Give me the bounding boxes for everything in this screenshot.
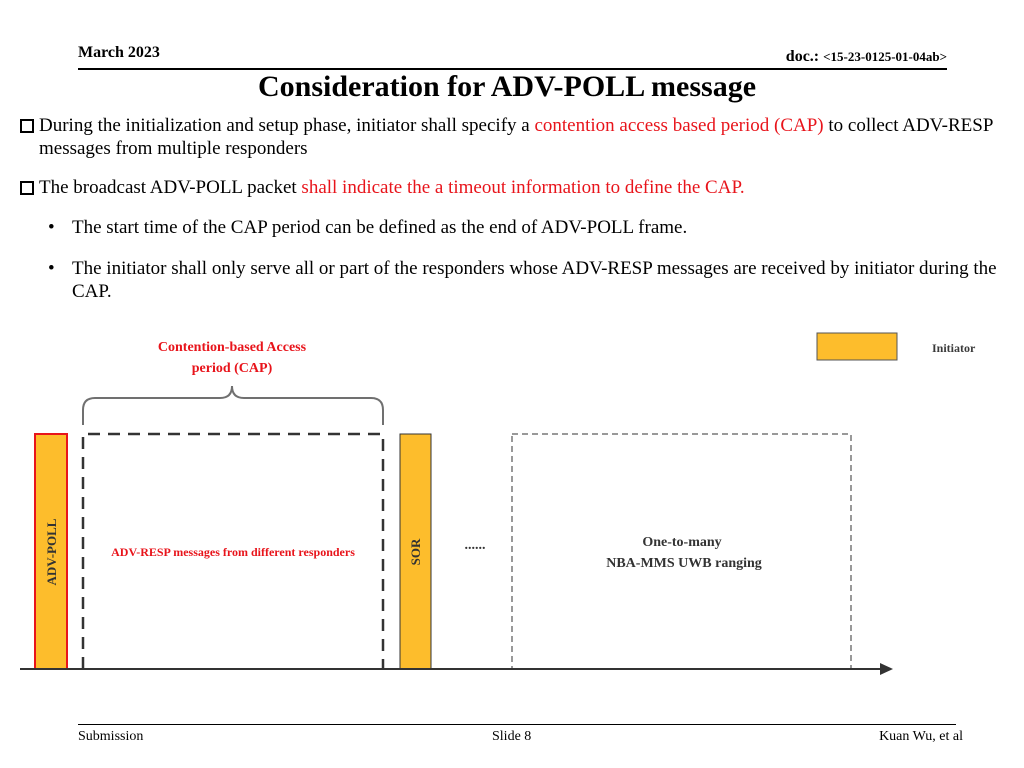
adv-resp-label: ADV-RESP messages from different responders — [111, 545, 355, 559]
legend-initiator-label: Initiator — [932, 341, 976, 355]
footer-slide-number: Slide 8 — [492, 729, 532, 744]
bullet-text-part: During the initialization and setup phase, initiator shall specify a — [39, 115, 535, 136]
cap-label-line2: period (CAP) — [191, 361, 273, 376]
ranging-label-line2: NBA-MMS UWB ranging — [606, 556, 762, 571]
bullet-text-part: The broadcast ADV-POLL packet — [39, 177, 302, 198]
header-date: March 2023 — [78, 44, 160, 61]
time-axis-arrow-icon — [880, 663, 893, 675]
bullet-highlight: shall indicate the a timeout information to define the CAP. — [301, 177, 745, 198]
footer-author: Kuan Wu, et al — [879, 729, 963, 744]
slide-title: Consideration for ADV-POLL message — [257, 70, 757, 103]
cap-brace — [83, 386, 383, 425]
legend-initiator-swatch — [817, 333, 897, 360]
sub-bullet-text: The initiator shall only serve all or part of the responders whose ADV-RESP messages are received by initiator during the CAP. — [72, 258, 997, 302]
bullet-text-part: to collect ADV-RESP messages from multiple responders — [39, 115, 993, 159]
sub-bullet-text: The start time of the CAP period can be defined as the end of ADV-POLL frame. — [72, 217, 688, 238]
adv-poll-label: ADV-POLL — [44, 518, 59, 586]
ellipsis-label: ...... — [464, 538, 486, 553]
ranging-label-line1: One-to-many — [642, 535, 722, 550]
bullet-highlight: contention access based period (CAP) — [534, 115, 824, 136]
ranging-region — [512, 434, 851, 669]
round-bullet-icon: • — [48, 217, 55, 238]
footer-rule — [78, 724, 956, 725]
doc-prefix: doc.: — [785, 48, 824, 65]
cap-label-line1: Contention-based Access — [157, 340, 307, 355]
round-bullet-icon: • — [48, 258, 55, 279]
sor-label: SOR — [408, 538, 423, 566]
footer-submission: Submission — [78, 729, 144, 744]
doc-number: <15-23-0125-01-04ab> — [823, 49, 947, 64]
